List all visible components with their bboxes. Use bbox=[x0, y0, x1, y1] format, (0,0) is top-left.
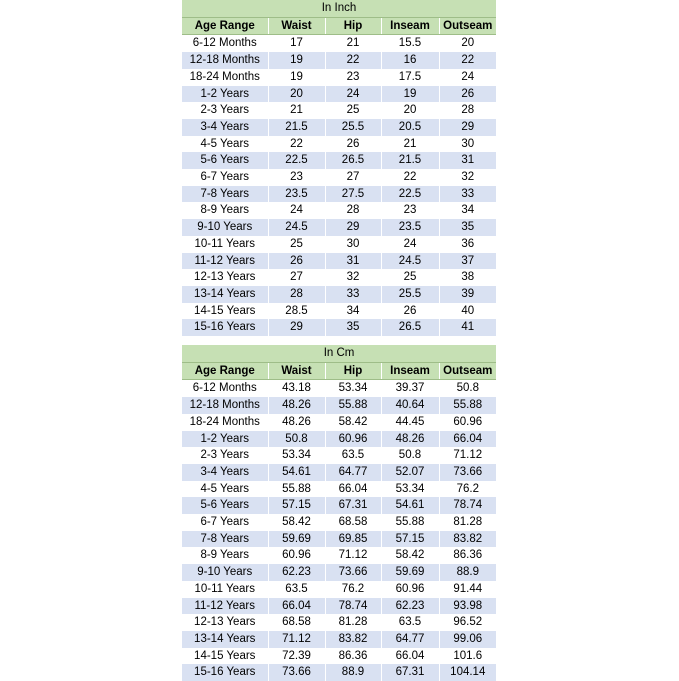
inch-table-header-row bbox=[182, 17, 496, 35]
hip-cell: 22 bbox=[325, 52, 381, 69]
waist-cell: 71.12 bbox=[268, 631, 325, 648]
table-row bbox=[182, 186, 496, 203]
table-row bbox=[182, 136, 496, 153]
table-row bbox=[182, 303, 496, 320]
outseam-cell: 50.8 bbox=[439, 380, 496, 397]
table-row bbox=[182, 380, 496, 397]
table-row bbox=[182, 631, 496, 648]
age-range-cell: 6-7 Years bbox=[182, 169, 268, 186]
inseam-cell: 24.5 bbox=[381, 253, 439, 270]
table-row bbox=[182, 614, 496, 631]
age-range-cell: 7-8 Years bbox=[182, 531, 268, 548]
hip-cell: 88.9 bbox=[325, 664, 381, 681]
outseam-cell: 26 bbox=[439, 86, 496, 103]
column-header-hip: Hip bbox=[325, 17, 381, 35]
outseam-cell: 91.44 bbox=[439, 581, 496, 598]
inseam-cell: 21.5 bbox=[381, 152, 439, 169]
age-range-cell: 7-8 Years bbox=[182, 186, 268, 203]
inseam-cell: 24 bbox=[381, 236, 439, 253]
column-header-outseam: Outseam bbox=[439, 17, 496, 35]
outseam-cell: 36 bbox=[439, 236, 496, 253]
table-row bbox=[182, 414, 496, 431]
age-range-cell: 6-12 Months bbox=[182, 380, 268, 397]
table-row bbox=[182, 69, 496, 86]
inseam-cell: 66.04 bbox=[381, 648, 439, 665]
outseam-cell: 73.66 bbox=[439, 464, 496, 481]
table-row bbox=[182, 564, 496, 581]
inseam-cell: 44.45 bbox=[381, 414, 439, 431]
waist-cell: 22.5 bbox=[268, 152, 325, 169]
inseam-cell: 25 bbox=[381, 269, 439, 286]
waist-cell: 29 bbox=[268, 319, 325, 336]
waist-cell: 24.5 bbox=[268, 219, 325, 236]
outseam-cell: 29 bbox=[439, 119, 496, 136]
hip-cell: 81.28 bbox=[325, 614, 381, 631]
waist-cell: 23 bbox=[268, 169, 325, 186]
table-row bbox=[182, 319, 496, 336]
age-range-cell: 12-13 Years bbox=[182, 269, 268, 286]
age-range-cell: 18-24 Months bbox=[182, 414, 268, 431]
table-row bbox=[182, 447, 496, 464]
inseam-cell: 54.61 bbox=[381, 497, 439, 514]
hip-cell: 25.5 bbox=[325, 119, 381, 136]
column-header-inseam: Inseam bbox=[381, 362, 439, 380]
table-row bbox=[182, 481, 496, 498]
age-range-cell: 3-4 Years bbox=[182, 464, 268, 481]
hip-cell: 23 bbox=[325, 69, 381, 86]
waist-cell: 53.34 bbox=[268, 447, 325, 464]
table-row bbox=[182, 52, 496, 69]
waist-cell: 23.5 bbox=[268, 186, 325, 203]
hip-cell: 67.31 bbox=[325, 497, 381, 514]
table-row bbox=[182, 35, 496, 52]
outseam-cell: 86.36 bbox=[439, 547, 496, 564]
table-row bbox=[182, 152, 496, 169]
age-range-cell: 11-12 Years bbox=[182, 598, 268, 615]
waist-cell: 21.5 bbox=[268, 119, 325, 136]
cm-table-title: In Cm bbox=[182, 345, 496, 362]
inseam-cell: 23.5 bbox=[381, 219, 439, 236]
outseam-cell: 39 bbox=[439, 286, 496, 303]
hip-cell: 28 bbox=[325, 202, 381, 219]
hip-cell: 32 bbox=[325, 269, 381, 286]
hip-cell: 78.74 bbox=[325, 598, 381, 615]
inseam-cell: 58.42 bbox=[381, 547, 439, 564]
inseam-cell: 15.5 bbox=[381, 35, 439, 52]
outseam-cell: 31 bbox=[439, 152, 496, 169]
waist-cell: 20 bbox=[268, 86, 325, 103]
waist-cell: 48.26 bbox=[268, 414, 325, 431]
table-row bbox=[182, 269, 496, 286]
inseam-cell: 62.23 bbox=[381, 598, 439, 615]
age-range-cell: 5-6 Years bbox=[182, 497, 268, 514]
outseam-cell: 66.04 bbox=[439, 431, 496, 448]
inch-table-title-row bbox=[182, 0, 496, 17]
waist-cell: 26 bbox=[268, 253, 325, 270]
waist-cell: 68.58 bbox=[268, 614, 325, 631]
table-row bbox=[182, 202, 496, 219]
age-range-cell: 14-15 Years bbox=[182, 303, 268, 320]
column-header-age-range: Age Range bbox=[182, 362, 268, 380]
inseam-cell: 48.26 bbox=[381, 431, 439, 448]
hip-cell: 29 bbox=[325, 219, 381, 236]
outseam-cell: 40 bbox=[439, 303, 496, 320]
waist-cell: 48.26 bbox=[268, 397, 325, 414]
inseam-cell: 21 bbox=[381, 136, 439, 153]
hip-cell: 25 bbox=[325, 102, 381, 119]
hip-cell: 35 bbox=[325, 319, 381, 336]
waist-cell: 50.8 bbox=[268, 431, 325, 448]
inseam-cell: 26 bbox=[381, 303, 439, 320]
outseam-cell: 71.12 bbox=[439, 447, 496, 464]
hip-cell: 66.04 bbox=[325, 481, 381, 498]
table-row bbox=[182, 253, 496, 270]
table-row bbox=[182, 514, 496, 531]
table-row bbox=[182, 497, 496, 514]
table-row bbox=[182, 102, 496, 119]
inch-table-title: In Inch bbox=[182, 0, 496, 17]
hip-cell: 26 bbox=[325, 136, 381, 153]
hip-cell: 21 bbox=[325, 35, 381, 52]
waist-cell: 59.69 bbox=[268, 531, 325, 548]
inseam-cell: 17.5 bbox=[381, 69, 439, 86]
hip-cell: 31 bbox=[325, 253, 381, 270]
age-range-cell: 3-4 Years bbox=[182, 119, 268, 136]
hip-cell: 76.2 bbox=[325, 581, 381, 598]
hip-cell: 30 bbox=[325, 236, 381, 253]
hip-cell: 58.42 bbox=[325, 414, 381, 431]
table-row bbox=[182, 464, 496, 481]
outseam-cell: 99.06 bbox=[439, 631, 496, 648]
table-row bbox=[182, 598, 496, 615]
inseam-cell: 50.8 bbox=[381, 447, 439, 464]
age-range-cell: 2-3 Years bbox=[182, 102, 268, 119]
age-range-cell: 11-12 Years bbox=[182, 253, 268, 270]
age-range-cell: 1-2 Years bbox=[182, 86, 268, 103]
age-range-cell: 10-11 Years bbox=[182, 236, 268, 253]
table-row bbox=[182, 648, 496, 665]
inseam-cell: 16 bbox=[381, 52, 439, 69]
outseam-cell: 78.74 bbox=[439, 497, 496, 514]
outseam-cell: 55.88 bbox=[439, 397, 496, 414]
waist-cell: 27 bbox=[268, 269, 325, 286]
inseam-cell: 20.5 bbox=[381, 119, 439, 136]
age-range-cell: 15-16 Years bbox=[182, 664, 268, 681]
table-row bbox=[182, 431, 496, 448]
waist-cell: 58.42 bbox=[268, 514, 325, 531]
waist-cell: 43.18 bbox=[268, 380, 325, 397]
table-row bbox=[182, 86, 496, 103]
hip-cell: 53.34 bbox=[325, 380, 381, 397]
hip-cell: 33 bbox=[325, 286, 381, 303]
inseam-cell: 59.69 bbox=[381, 564, 439, 581]
inseam-cell: 25.5 bbox=[381, 286, 439, 303]
age-range-cell: 6-7 Years bbox=[182, 514, 268, 531]
hip-cell: 69.85 bbox=[325, 531, 381, 548]
age-range-cell: 12-18 Months bbox=[182, 52, 268, 69]
column-header-inseam: Inseam bbox=[381, 17, 439, 35]
outseam-cell: 83.82 bbox=[439, 531, 496, 548]
age-range-cell: 6-12 Months bbox=[182, 35, 268, 52]
inseam-cell: 55.88 bbox=[381, 514, 439, 531]
inseam-cell: 57.15 bbox=[381, 531, 439, 548]
age-range-cell: 1-2 Years bbox=[182, 431, 268, 448]
table-row bbox=[182, 397, 496, 414]
age-range-cell: 4-5 Years bbox=[182, 481, 268, 498]
inseam-cell: 67.31 bbox=[381, 664, 439, 681]
outseam-cell: 81.28 bbox=[439, 514, 496, 531]
waist-cell: 66.04 bbox=[268, 598, 325, 615]
outseam-cell: 104.14 bbox=[439, 664, 496, 681]
outseam-cell: 37 bbox=[439, 253, 496, 270]
cm-table-title-row bbox=[182, 345, 496, 362]
outseam-cell: 101.6 bbox=[439, 648, 496, 665]
column-header-outseam: Outseam bbox=[439, 362, 496, 380]
waist-cell: 19 bbox=[268, 52, 325, 69]
column-header-waist: Waist bbox=[268, 362, 325, 380]
waist-cell: 19 bbox=[268, 69, 325, 86]
outseam-cell: 41 bbox=[439, 319, 496, 336]
outseam-cell: 30 bbox=[439, 136, 496, 153]
hip-cell: 24 bbox=[325, 86, 381, 103]
waist-cell: 25 bbox=[268, 236, 325, 253]
inseam-cell: 22 bbox=[381, 169, 439, 186]
waist-cell: 55.88 bbox=[268, 481, 325, 498]
inseam-cell: 53.34 bbox=[381, 481, 439, 498]
outseam-cell: 88.9 bbox=[439, 564, 496, 581]
hip-cell: 68.58 bbox=[325, 514, 381, 531]
age-range-cell: 10-11 Years bbox=[182, 581, 268, 598]
inch-size-table bbox=[182, 0, 496, 336]
inseam-cell: 20 bbox=[381, 102, 439, 119]
inseam-cell: 26.5 bbox=[381, 319, 439, 336]
inseam-cell: 23 bbox=[381, 202, 439, 219]
age-range-cell: 14-15 Years bbox=[182, 648, 268, 665]
hip-cell: 63.5 bbox=[325, 447, 381, 464]
outseam-cell: 32 bbox=[439, 169, 496, 186]
inseam-cell: 19 bbox=[381, 86, 439, 103]
outseam-cell: 35 bbox=[439, 219, 496, 236]
waist-cell: 17 bbox=[268, 35, 325, 52]
outseam-cell: 38 bbox=[439, 269, 496, 286]
outseam-cell: 93.98 bbox=[439, 598, 496, 615]
waist-cell: 62.23 bbox=[268, 564, 325, 581]
cm-size-table bbox=[182, 345, 496, 681]
outseam-cell: 33 bbox=[439, 186, 496, 203]
outseam-cell: 76.2 bbox=[439, 481, 496, 498]
table-row bbox=[182, 581, 496, 598]
age-range-cell: 8-9 Years bbox=[182, 202, 268, 219]
hip-cell: 27.5 bbox=[325, 186, 381, 203]
hip-cell: 27 bbox=[325, 169, 381, 186]
inseam-cell: 52.07 bbox=[381, 464, 439, 481]
table-row bbox=[182, 119, 496, 136]
age-range-cell: 12-18 Months bbox=[182, 397, 268, 414]
hip-cell: 86.36 bbox=[325, 648, 381, 665]
waist-cell: 28 bbox=[268, 286, 325, 303]
age-range-cell: 18-24 Months bbox=[182, 69, 268, 86]
waist-cell: 54.61 bbox=[268, 464, 325, 481]
table-row bbox=[182, 531, 496, 548]
waist-cell: 73.66 bbox=[268, 664, 325, 681]
waist-cell: 28.5 bbox=[268, 303, 325, 320]
column-header-age-range: Age Range bbox=[182, 17, 268, 35]
table-row bbox=[182, 286, 496, 303]
age-range-cell: 2-3 Years bbox=[182, 447, 268, 464]
cm-table-header-row bbox=[182, 362, 496, 380]
outseam-cell: 34 bbox=[439, 202, 496, 219]
waist-cell: 21 bbox=[268, 102, 325, 119]
hip-cell: 73.66 bbox=[325, 564, 381, 581]
age-range-cell: 9-10 Years bbox=[182, 564, 268, 581]
hip-cell: 64.77 bbox=[325, 464, 381, 481]
inseam-cell: 22.5 bbox=[381, 186, 439, 203]
hip-cell: 71.12 bbox=[325, 547, 381, 564]
age-range-cell: 4-5 Years bbox=[182, 136, 268, 153]
column-header-hip: Hip bbox=[325, 362, 381, 380]
outseam-cell: 28 bbox=[439, 102, 496, 119]
waist-cell: 63.5 bbox=[268, 581, 325, 598]
waist-cell: 22 bbox=[268, 136, 325, 153]
table-row bbox=[182, 547, 496, 564]
waist-cell: 57.15 bbox=[268, 497, 325, 514]
hip-cell: 60.96 bbox=[325, 431, 381, 448]
outseam-cell: 20 bbox=[439, 35, 496, 52]
table-row bbox=[182, 219, 496, 236]
inseam-cell: 39.37 bbox=[381, 380, 439, 397]
hip-cell: 26.5 bbox=[325, 152, 381, 169]
inseam-cell: 64.77 bbox=[381, 631, 439, 648]
table-row bbox=[182, 169, 496, 186]
outseam-cell: 24 bbox=[439, 69, 496, 86]
age-range-cell: 9-10 Years bbox=[182, 219, 268, 236]
hip-cell: 83.82 bbox=[325, 631, 381, 648]
age-range-cell: 13-14 Years bbox=[182, 286, 268, 303]
waist-cell: 60.96 bbox=[268, 547, 325, 564]
outseam-cell: 96.52 bbox=[439, 614, 496, 631]
inch-table-body bbox=[182, 35, 496, 336]
inseam-cell: 63.5 bbox=[381, 614, 439, 631]
age-range-cell: 5-6 Years bbox=[182, 152, 268, 169]
inseam-cell: 40.64 bbox=[381, 397, 439, 414]
waist-cell: 24 bbox=[268, 202, 325, 219]
outseam-cell: 60.96 bbox=[439, 414, 496, 431]
waist-cell: 72.39 bbox=[268, 648, 325, 665]
age-range-cell: 15-16 Years bbox=[182, 319, 268, 336]
column-header-waist: Waist bbox=[268, 17, 325, 35]
age-range-cell: 8-9 Years bbox=[182, 547, 268, 564]
table-row bbox=[182, 236, 496, 253]
age-range-cell: 13-14 Years bbox=[182, 631, 268, 648]
inseam-cell: 60.96 bbox=[381, 581, 439, 598]
hip-cell: 34 bbox=[325, 303, 381, 320]
outseam-cell: 22 bbox=[439, 52, 496, 69]
hip-cell: 55.88 bbox=[325, 397, 381, 414]
age-range-cell: 12-13 Years bbox=[182, 614, 268, 631]
cm-table-body bbox=[182, 380, 496, 681]
